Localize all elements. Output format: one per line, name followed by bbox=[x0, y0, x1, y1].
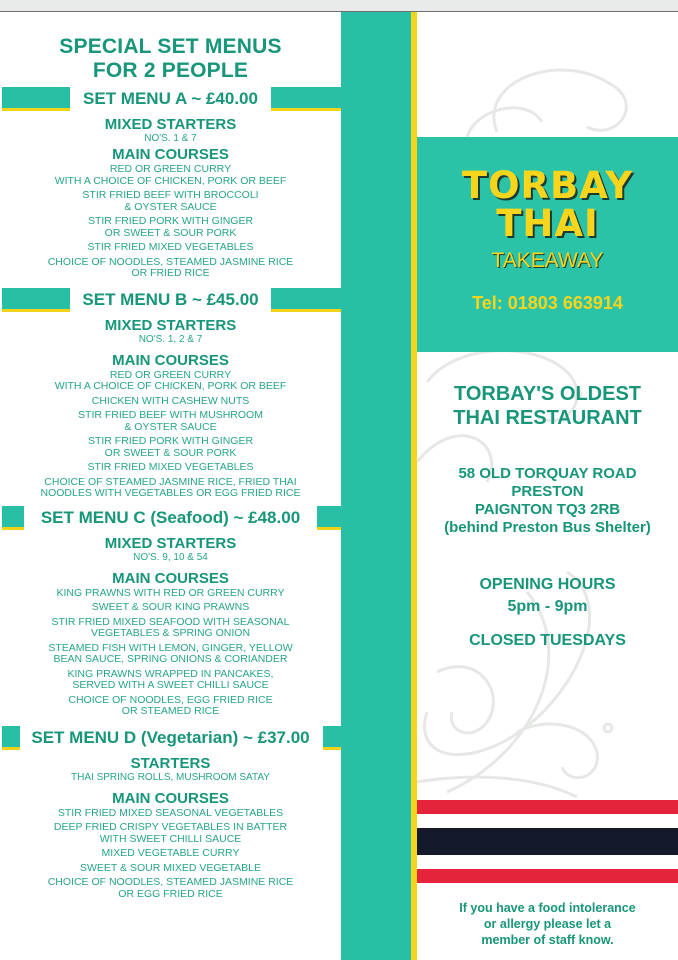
menu-item: RED OR GREEN CURRY WITH A CHOICE OF CHICKEN, PORK OR BEEF bbox=[54, 368, 287, 392]
set-menu-b bbox=[0, 288, 341, 500]
flag-stripe-white bbox=[417, 855, 678, 869]
menu-b-title: SET MENU B ~ £45.00 bbox=[82, 289, 259, 309]
menu-a-title: SET MENU A ~ £40.00 bbox=[83, 89, 258, 108]
address-note: (behind Preston Bus Shelter) bbox=[444, 519, 651, 536]
menu-item: MIXED VEGETABLE CURRY bbox=[101, 847, 240, 859]
tagline bbox=[417, 382, 678, 430]
menu-b-header bbox=[0, 288, 341, 312]
tagline-line-1: TORBAY'S OLDEST bbox=[453, 383, 641, 405]
brand-subtitle: TAKEAWAY bbox=[491, 249, 604, 272]
teal-divider-strip bbox=[341, 12, 411, 960]
flag-stripe-red bbox=[417, 869, 678, 883]
set-menu-c bbox=[0, 506, 341, 718]
starters-title: STARTERS bbox=[130, 754, 211, 772]
menu-item: SWEET & SOUR MIXED VEGETABLE bbox=[79, 861, 262, 874]
menu-item: STIR FRIED PORK WITH GINGER OR SWEET & SOUR PORK bbox=[87, 215, 254, 239]
flag-stripe-navy bbox=[417, 828, 678, 855]
starters-title: MIXED STARTERS bbox=[104, 316, 237, 334]
menu-item: KING PRAWNS WITH RED OR GREEN CURRY bbox=[56, 586, 285, 599]
menu-item: CHOICE OF NOODLES, STEAMED JASMINE RICE OR EGG FRIED RICE bbox=[47, 876, 294, 900]
tagline-line-2: THAI RESTAURANT bbox=[453, 407, 642, 429]
mains-title: MAIN COURSES bbox=[112, 569, 229, 587]
menu-item: STEAMED FISH WITH LEMON, GINGER, YELLOW BEAN SAUCE, SPRING ONIONS & CORIANDER bbox=[48, 641, 293, 665]
menu-a-header bbox=[0, 87, 341, 111]
address bbox=[417, 465, 678, 537]
title-line-2: FOR 2 PEOPLE bbox=[92, 59, 249, 82]
menu-item: STIR FRIED BEEF WITH MUSHROOM & OYSTER SAUCE bbox=[78, 409, 263, 433]
menu-d-header bbox=[0, 726, 341, 750]
page-title bbox=[0, 35, 341, 83]
hours-title: OPENING HOURS bbox=[479, 576, 616, 593]
opening-hours bbox=[417, 574, 678, 618]
menu-item: STIR FRIED BEEF WITH BROCCOLI & OYSTER SAUCE bbox=[82, 189, 259, 213]
starters-detail: NO'S. 1, 2 & 7 bbox=[138, 333, 203, 345]
set-menus-panel bbox=[0, 12, 341, 960]
brand-box bbox=[417, 137, 678, 352]
closed-day: CLOSED TUESDAYS bbox=[469, 632, 626, 649]
menu-item: STIR FRIED MIXED VEGETABLES bbox=[87, 461, 254, 473]
flag-stripe-white bbox=[417, 814, 678, 828]
menu-item: CHOICE OF NOODLES, STEAMED JASMINE RICE OR FRIED RICE bbox=[47, 255, 294, 279]
starters-title: MIXED STARTERS bbox=[104, 534, 237, 552]
menu-item: CHICKEN WITH CASHEW NUTS bbox=[91, 394, 250, 407]
menu-item: DEEP FRIED CRISPY VEGETABLES IN BATTER WITH SWEET CHILLI SAUCE bbox=[53, 821, 288, 845]
telephone-number[interactable]: Tel: 01803 663914 bbox=[472, 293, 623, 313]
menu-c-title: SET MENU C (Seafood) ~ £48.00 bbox=[40, 507, 301, 527]
title-line-1: SPECIAL SET MENUS bbox=[59, 35, 282, 58]
set-menu-a bbox=[0, 87, 341, 280]
starters-detail: NO'S. 9, 10 & 54 bbox=[133, 551, 208, 563]
page-top-edge bbox=[0, 0, 678, 12]
menu-item: STIR FRIED MIXED SEASONAL VEGETABLES bbox=[57, 806, 284, 819]
thai-flag-stripes bbox=[417, 800, 678, 883]
restaurant-info-panel bbox=[417, 12, 678, 960]
menu-c-header bbox=[0, 506, 341, 530]
mains-title: MAIN COURSES bbox=[112, 146, 229, 163]
menu-item: STIR FRIED MIXED VEGETABLES bbox=[87, 241, 254, 253]
allergy-line-1: If you have a food intolerance bbox=[459, 901, 636, 915]
address-street: 58 OLD TORQUAY ROAD bbox=[458, 465, 637, 482]
menu-d-title: SET MENU D (Vegetarian) ~ £37.00 bbox=[31, 727, 310, 747]
brand-name-line-1: TORBAY bbox=[461, 164, 634, 207]
starters-detail: THAI SPRING ROLLS, MUSHROOM SATAY bbox=[71, 771, 270, 783]
menu-item: CHOICE OF STEAMED JASMINE RICE, FRIED THAI NOODLES WITH VEGETABLES OR EGG FRIED RICE bbox=[40, 475, 301, 499]
menu-item: KING PRAWNS WRAPPED IN PANCAKES, SERVED WITH A SWEET CHILLI SAUCE bbox=[67, 667, 274, 691]
starters-title: MIXED STARTERS bbox=[104, 116, 237, 133]
menu-item: STIR FRIED PORK WITH GINGER OR SWEET & SOUR PORK bbox=[87, 435, 254, 459]
starters-detail: NO'S. 1 & 7 bbox=[144, 133, 197, 144]
set-menu-d bbox=[0, 726, 341, 901]
hours-value: 5pm - 9pm bbox=[507, 598, 588, 615]
menu-item: CHOICE OF NOODLES, EGG FRIED RICE OR STEAMED RICE bbox=[68, 693, 273, 717]
menu-item: RED OR GREEN CURRY WITH A CHOICE OF CHICKEN, PORK OR BEEF bbox=[54, 163, 287, 187]
allergy-line-2: or allergy please let a bbox=[483, 917, 612, 931]
brand-name-line-2: THAI bbox=[496, 202, 599, 245]
address-area: PRESTON bbox=[511, 483, 584, 500]
menu-item: STIR FRIED MIXED SEAFOOD WITH SEASONAL VEGETABLES & SPRING ONION bbox=[51, 615, 290, 639]
mains-title: MAIN COURSES bbox=[112, 351, 229, 369]
address-town-postcode: PAIGNTON TQ3 2RB bbox=[474, 501, 621, 518]
flag-stripe-red bbox=[417, 800, 678, 814]
allergy-notice bbox=[417, 900, 678, 948]
mains-title: MAIN COURSES bbox=[112, 789, 229, 807]
allergy-line-3: member of staff know. bbox=[481, 933, 614, 947]
menu-item: SWEET & SOUR KING PRAWNS bbox=[91, 601, 250, 613]
